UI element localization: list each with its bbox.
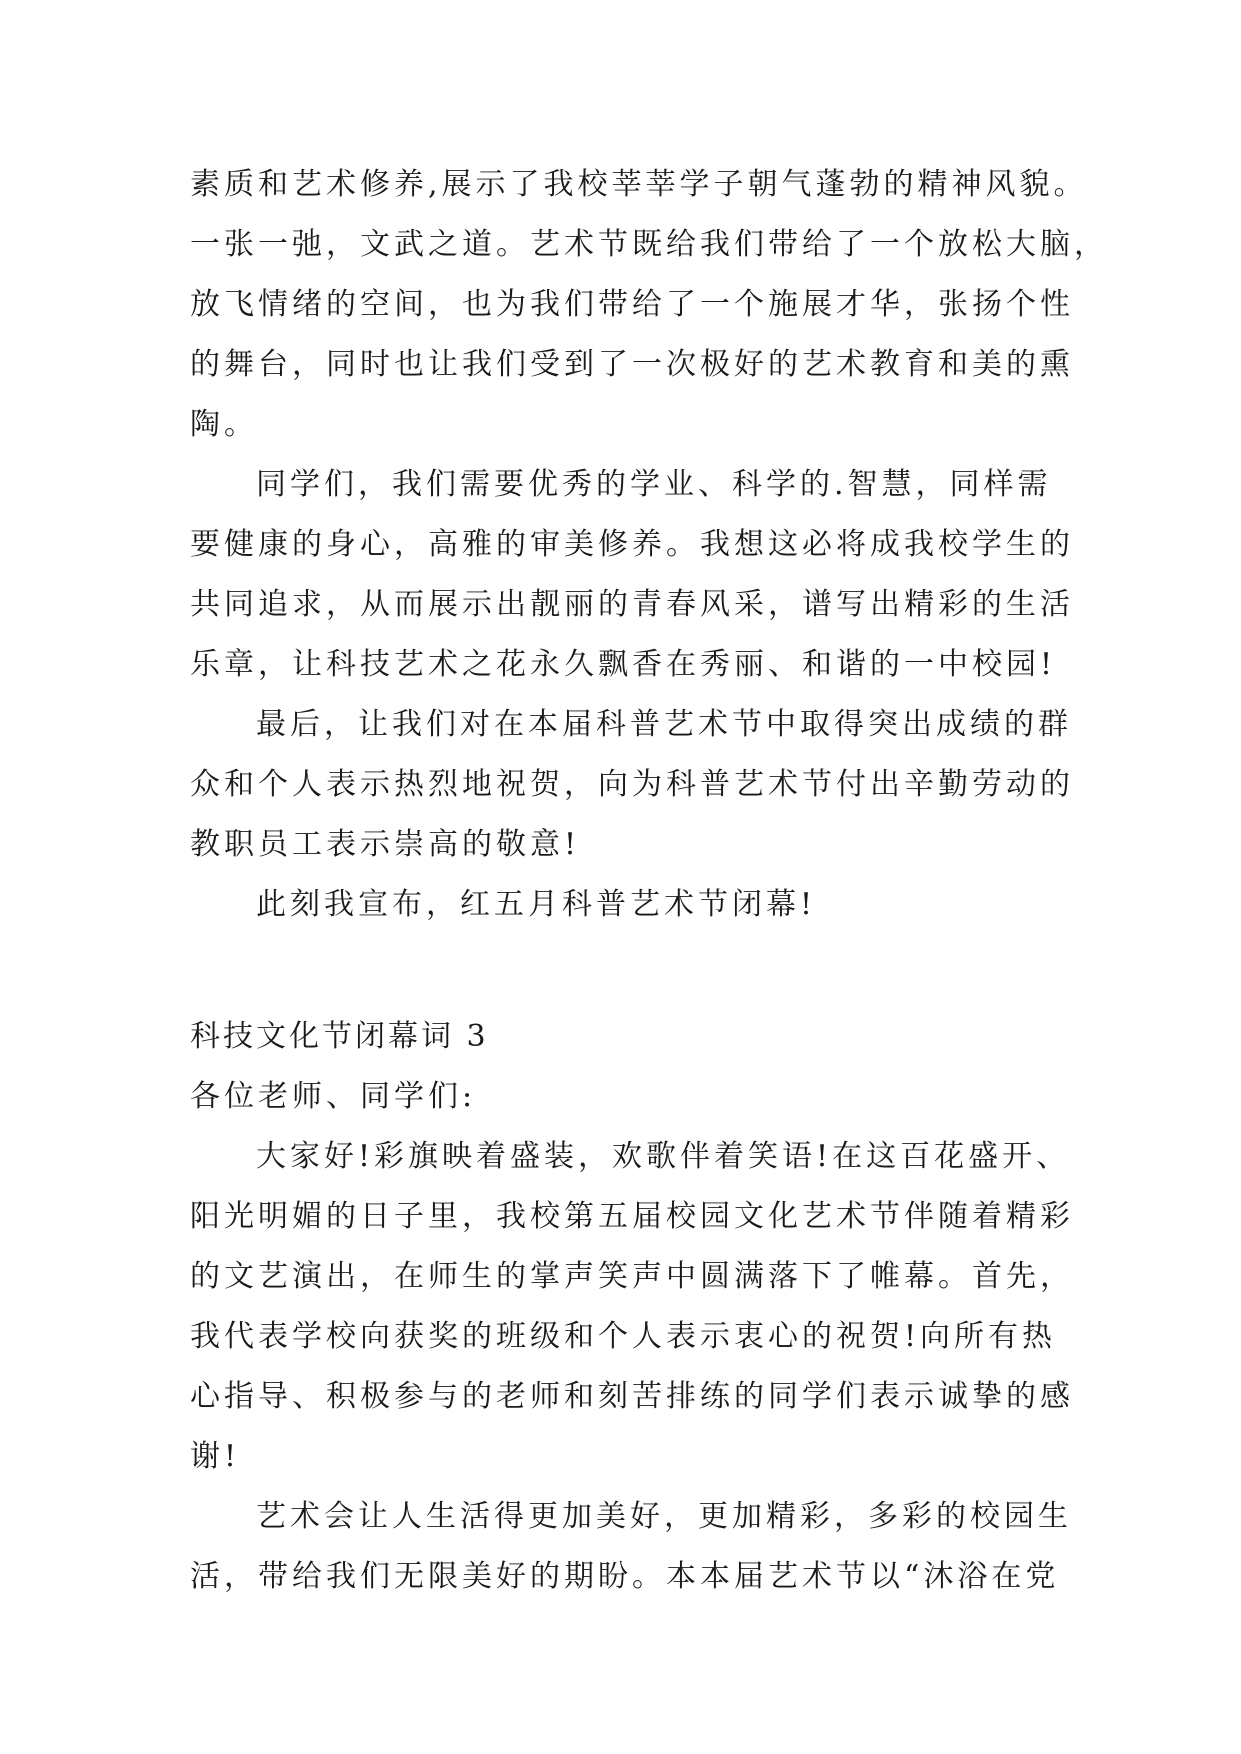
text-line: 此刻我宣布，红五月科普艺术节闭幕! bbox=[256, 887, 817, 922]
paragraph-art bbox=[190, 1487, 1090, 1607]
section-gap bbox=[190, 935, 1090, 1007]
text-line: 放飞情绪的空间，也为我们带给了一个施展才华，张扬个性 bbox=[190, 287, 1074, 322]
text-line: 的舞台，同时也让我们受到了一次极好的艺术教育和美的熏 bbox=[190, 347, 1074, 382]
salutation: 各位老师、同学们: bbox=[190, 1079, 477, 1114]
text-line: 乐章，让科技艺术之花永久飘香在秀丽、和谐的一中校园! bbox=[190, 647, 1057, 682]
text-line: 众和个人表示热烈地祝贺，向为科普艺术节付出辛勤劳动的 bbox=[190, 767, 1074, 802]
text-line: 心指导、积极参与的老师和刻苦排练的同学们表示诚挚的感 bbox=[190, 1379, 1074, 1414]
paragraph-continuation bbox=[190, 155, 1108, 455]
paragraph-announcement bbox=[190, 875, 1090, 935]
text-line: 我代表学校向获奖的班级和个人表示衷心的祝贺!向所有热 bbox=[190, 1319, 1057, 1354]
text-line: 一张一弛，文武之道。艺术节既给我们带给了一个放松大脑， bbox=[190, 227, 1108, 262]
text-line: 大家好!彩旗映着盛装，欢歌伴着笑语!在这百花盛开、 bbox=[256, 1139, 1071, 1174]
text-line: 艺术会让人生活得更加美好，更加精彩，多彩的校园生 bbox=[256, 1499, 1072, 1534]
text-line: 要健康的身心，高雅的审美修养。我想这必将成我校学生的 bbox=[190, 527, 1074, 562]
text-line: 陶。 bbox=[190, 407, 258, 442]
text-line: 同学们，我们需要优秀的学业、科学的.智慧，同样需 bbox=[256, 467, 1052, 502]
section-heading: 科技文化节闭幕词 3 bbox=[190, 1019, 489, 1054]
paragraph-finally bbox=[190, 695, 1090, 875]
paragraph-greeting bbox=[190, 1127, 1090, 1487]
text-line: 最后，让我们对在本届科普艺术节中取得突出成绩的群 bbox=[256, 707, 1072, 742]
text-line: 活，带给我们无限美好的期盼。本本届艺术节以“沐浴在党 bbox=[190, 1559, 1060, 1594]
document-page bbox=[190, 155, 1108, 1607]
paragraph-students bbox=[190, 455, 1090, 695]
text-line: 素质和艺术修养,展示了我校莘莘学子朝气蓬勃的精神风貌。 bbox=[190, 167, 1088, 202]
text-line: 共同追求，从而展示出靓丽的青春风采，谱写出精彩的生活 bbox=[190, 587, 1074, 622]
text-line: 谢! bbox=[190, 1439, 241, 1474]
text-line: 阳光明媚的日子里，我校第五届校园文化艺术节伴随着精彩 bbox=[190, 1199, 1074, 1234]
text-line: 教职员工表示崇高的敬意! bbox=[190, 827, 581, 862]
text-line: 的文艺演出，在师生的掌声笑声中圆满落下了帷幕。首先， bbox=[190, 1259, 1074, 1294]
